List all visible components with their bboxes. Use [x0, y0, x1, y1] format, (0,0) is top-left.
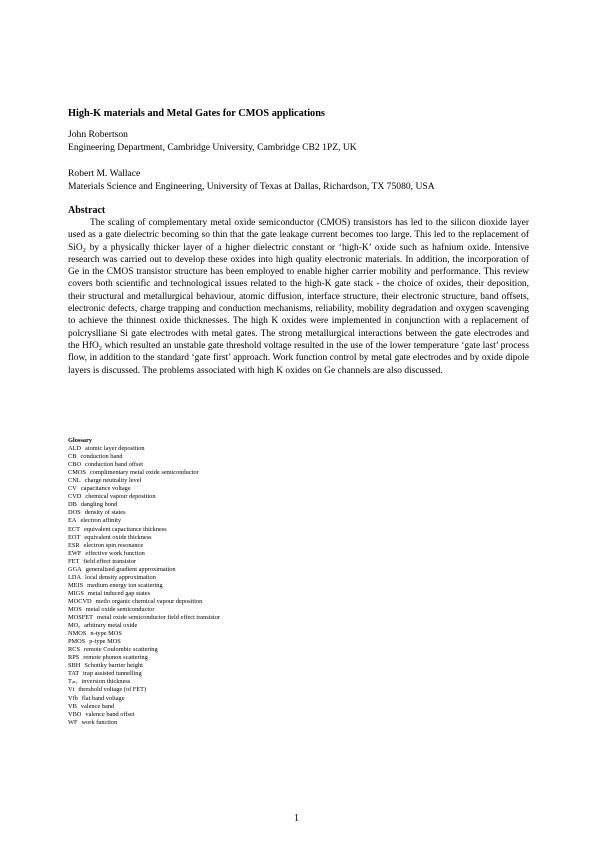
glossary-term: Vt	[68, 686, 75, 694]
glossary-term: ESR	[68, 541, 80, 549]
glossary-item	[68, 485, 368, 493]
glossary-item	[68, 711, 368, 719]
glossary-definition: equivalent capacitance thickness	[83, 525, 167, 533]
glossary-term: ALD	[68, 445, 82, 453]
glossary-definition: metal oxide semiconductor field effect transistor	[97, 614, 221, 622]
glossary-term: PMOS	[68, 638, 86, 646]
glossary-item	[68, 614, 368, 622]
glossary-definition: generalised gradient approximation	[85, 565, 176, 573]
glossary-term: EA	[68, 517, 77, 525]
glossary-definition: atomic layer deposition	[85, 445, 145, 453]
glossary-definition: capacitance voltage	[80, 485, 131, 493]
glossary-definition: density of states	[84, 509, 126, 517]
glossary-term: GGA	[68, 565, 82, 573]
glossary-term: RPS	[68, 654, 80, 662]
glossary-term: CV	[68, 485, 77, 493]
glossary-definition: complimentary metal oxide semiconductor	[89, 469, 199, 477]
author-name: Robert M. Wallace	[68, 168, 141, 179]
glossary-term: Vfb	[68, 694, 78, 702]
glossary-item	[68, 566, 368, 574]
glossary-item	[68, 477, 368, 485]
glossary-term: DOS	[68, 509, 81, 517]
glossary-item	[68, 638, 368, 646]
glossary-item	[68, 622, 368, 630]
glossary-heading: Glossary	[68, 437, 92, 444]
glossary-definition: dangling bond	[80, 501, 118, 509]
glossary-definition: inversion thickness	[81, 678, 131, 686]
glossary-term: MEIS	[68, 581, 84, 589]
glossary-term: MOS	[68, 605, 82, 613]
glossary-item	[68, 550, 368, 558]
abstract-body: The scaling of complementary metal oxide semiconductor (CMOS) transistors has led to the silicon dioxide layer used as a gate dielectric becoming so thin that the gate leakage current becomes too large. This led to the replacement of SiO₂ by a physically thicker layer of a higher dielectric constant or ‘high-K’ oxide such as hafnium oxide. Intensive research was carried out to develop these oxides into high quality electronic materials. In addition, the incorporation of Ge in the CMOS transistor structure has been employed to enable higher carrier mobility and performance. This review covers both scientific and technological issues related to the high-K gate stack - the choice of oxides, their deposition, their structural and metallurgical behaviour, atomic diffusion, interface structure, their electronic structure, band offsets, electronic defects, charge trapping and conduction mechanisms, reliability, mobility degradation and oxygen scavenging to achieve the thinnest oxide thicknesses. The high K oxides were implemented in conjunction with a replacement of polcryslliane Si gate electrodes with metal gates. The strong metallurgical interactions between the gate electrodes and the HfO₂ which resulted an unstable gate threshold voltage resulted in the use of the lower temperature ‘gate last’ process flow, in addition to the standard ‘gate first’ approach. Work function control by metal gate electrodes and by oxide dipole layers is discussed. The problems associated with high K oxides on Ge channels are also discussed.	[68, 218, 529, 376]
glossary-item	[68, 558, 368, 566]
glossary-item	[68, 598, 368, 606]
author-affiliation: Engineering Department, Cambridge University, Cambridge CB2 1PZ, UK	[68, 142, 357, 154]
abstract-text	[68, 217, 529, 377]
glossary-term: WF	[68, 718, 78, 726]
glossary-item	[68, 526, 368, 534]
glossary-definition: p-type MOS	[89, 638, 121, 646]
glossary-term: LDA	[68, 573, 82, 581]
glossary-item	[68, 606, 368, 614]
glossary-item	[68, 517, 368, 525]
glossary-definition: metal oxide semiconductor	[85, 605, 155, 613]
glossary-term: Tᵢₙᵥ	[68, 678, 78, 686]
author-name: John Robertson	[68, 129, 128, 140]
glossary-item	[68, 534, 368, 542]
glossary-definition: charge neutrality level	[84, 477, 142, 485]
glossary-term: CMOS	[68, 469, 86, 477]
glossary-definition: work function	[81, 718, 118, 726]
glossary-definition: local density approximation	[85, 573, 156, 581]
glossary-term: VB	[68, 702, 77, 710]
glossary-definition: electron affinity	[80, 517, 122, 525]
glossary-item	[68, 509, 368, 517]
glossary-definition: Schottky barrier height	[84, 662, 143, 670]
glossary-item	[68, 695, 368, 703]
glossary-item	[68, 670, 368, 678]
glossary-item	[68, 654, 368, 662]
paper-title: High-K materials and Metal Gates for CMOS applications	[68, 108, 325, 119]
glossary-term: CVD	[68, 493, 82, 501]
glossary-item	[68, 662, 368, 670]
glossary-term: CB	[68, 453, 77, 461]
glossary-term: EWF	[68, 549, 82, 557]
glossary-definition: threshold voltage (of FET)	[78, 686, 147, 694]
glossary-definition: medium energy ion scattering	[87, 581, 163, 589]
glossary-term: RCS	[68, 646, 80, 654]
glossary-term: FET	[68, 557, 80, 565]
glossary-definition: trap assisted tunnelling	[83, 670, 142, 678]
glossary-item	[68, 630, 368, 638]
glossary-definition: arbitrary metal oxide	[84, 622, 138, 630]
glossary-term: CBO	[68, 461, 82, 469]
glossary-definition: remote phonon scattering	[83, 654, 148, 662]
glossary-term: VBO	[68, 710, 82, 718]
glossary-item	[68, 678, 368, 686]
glossary-item	[68, 493, 368, 501]
glossary-term: CNL	[68, 477, 81, 485]
glossary-item	[68, 501, 368, 509]
glossary-item	[68, 582, 368, 590]
glossary-term: MOSFET	[68, 614, 94, 622]
glossary-item	[68, 461, 368, 469]
glossary-definition: valence band offset	[85, 710, 135, 718]
glossary-item	[68, 646, 368, 654]
glossary-definition: conduction band	[80, 453, 123, 461]
glossary-definition: field effect transistor	[83, 557, 137, 565]
glossary-definition: valence band	[80, 702, 115, 710]
author-block-1	[68, 128, 357, 154]
glossary-term: SBH	[68, 662, 81, 670]
glossary-term: MOₓ	[68, 622, 81, 630]
glossary-definition: conduction band offset	[85, 461, 144, 469]
glossary-term: NMOS	[68, 630, 87, 638]
glossary-item	[68, 469, 368, 477]
glossary	[68, 437, 368, 727]
glossary-item	[68, 686, 368, 694]
glossary-term: MIGS	[68, 589, 84, 597]
page-number: 1	[294, 813, 299, 824]
glossary-item	[68, 453, 368, 461]
glossary-definition: n-type MOS	[90, 630, 122, 638]
glossary-item	[68, 574, 368, 582]
glossary-item	[68, 590, 368, 598]
glossary-definition: remote Coulombic scattering	[84, 646, 158, 654]
glossary-term: MOCVD	[68, 597, 92, 605]
glossary-item	[68, 445, 368, 453]
glossary-term: ECT	[68, 525, 80, 533]
glossary-term: DB	[68, 501, 77, 509]
glossary-definition: metal induced gap states	[87, 589, 151, 597]
glossary-definition: chemical vapour deposition	[85, 493, 156, 501]
glossary-definition: metlo organic chemical vapour deposition	[95, 597, 203, 605]
glossary-definition: equivalent oxide thickness	[84, 533, 152, 541]
glossary-item	[68, 703, 368, 711]
glossary-item	[68, 542, 368, 550]
author-affiliation: Materials Science and Engineering, University of Texas at Dallas, Richardson, TX 75080, USA	[68, 181, 435, 193]
glossary-term: EOT	[68, 533, 81, 541]
abstract-heading: Abstract	[68, 205, 106, 216]
glossary-definition: electron spin resonance	[83, 541, 144, 549]
glossary-term: TAT	[68, 670, 80, 678]
glossary-definition: effective work function	[85, 549, 145, 557]
glossary-item	[68, 719, 368, 727]
glossary-definition: flat band voltage	[81, 694, 125, 702]
author-block-2	[68, 167, 435, 193]
